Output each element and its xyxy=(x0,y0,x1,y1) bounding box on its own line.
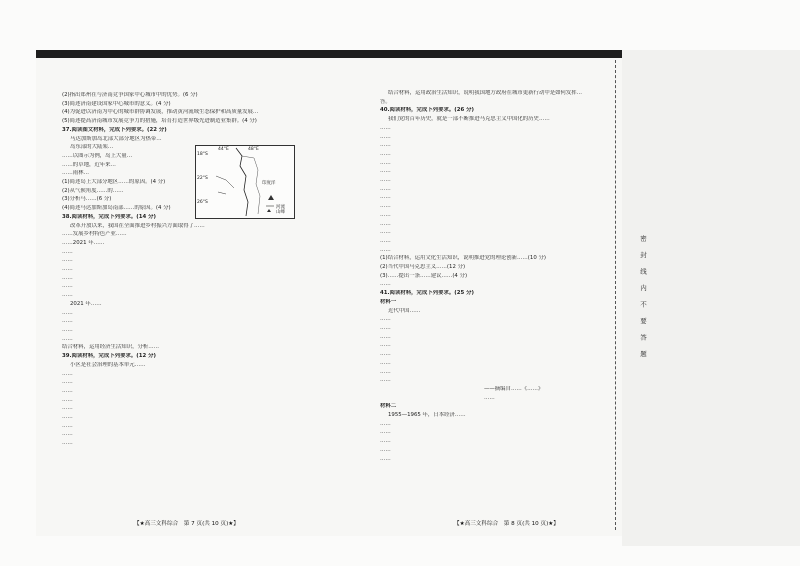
left-column-line: (1)简述岛上大部分地区……的原因。(4 分) xyxy=(62,179,166,186)
left-column-line: (4)为促进以济南为中心的城市群协调发展，推动黄河流域生态保护和高质量发展… xyxy=(62,109,259,116)
left-column-line: ……2021 年…… xyxy=(62,239,105,246)
left-column-line: …… xyxy=(62,326,73,333)
lat-label-mid: 22°S xyxy=(197,176,208,181)
right-column-line: …… xyxy=(380,168,391,175)
right-column-line: …… xyxy=(380,229,391,236)
lat-label-bottom: 26°S xyxy=(197,200,208,205)
right-column-line: 近代中国…… xyxy=(388,307,421,314)
left-column-line: …… xyxy=(62,405,73,412)
right-column-line: …… xyxy=(380,211,391,218)
left-column-line: …… xyxy=(62,414,73,421)
footer-page-7: 【★高三文科综合 第 7 页(共 10 页)★】 xyxy=(134,521,239,527)
binding-margin xyxy=(622,50,800,546)
right-column-line: (3)……提出一条……建议……(4 分) xyxy=(380,272,468,279)
river xyxy=(216,176,234,188)
left-column-line: …… xyxy=(62,283,73,290)
left-column-line: (2)从气候角度……的…… xyxy=(62,187,124,194)
right-column-line: …… xyxy=(380,133,391,140)
right-column-line: …… xyxy=(380,142,391,149)
legend-peak-icon xyxy=(267,209,271,212)
right-column-line: …… xyxy=(380,194,391,201)
left-column-line: …… xyxy=(62,379,73,386)
right-column-line: 41.阅读材料，完成下列要求。(25 分) xyxy=(380,290,474,297)
right-column-line: …… xyxy=(380,429,391,436)
left-column-line: (3)分析马……(6 分) xyxy=(62,196,112,203)
lat-label-top: 18°S xyxy=(197,152,208,157)
right-column-line: 结合材料，运用政治生活知识，说明我国地方政府在城市更新行动中是如何发挥… xyxy=(388,90,583,96)
right-column-line: …… xyxy=(380,203,391,210)
madagascar-map xyxy=(195,145,295,219)
sea-label: 印度洋 xyxy=(262,181,276,186)
right-column-line: (1)结合材料，运用文化生活知识，说明推进党的理论创新……(10 分) xyxy=(380,255,546,262)
seal-notice: 密封线内不要答题 xyxy=(639,235,647,367)
right-column-line: …… xyxy=(380,438,391,445)
right-column-line: …… xyxy=(380,124,391,131)
left-column-line: …… xyxy=(62,266,73,273)
left-column-line: ……的草地，近年来… xyxy=(62,161,116,168)
left-column-line: …… xyxy=(62,387,73,394)
right-column-line: …… xyxy=(380,281,391,288)
left-column-line: 马达加斯加岛北部大部分地区为热带… xyxy=(70,135,162,142)
left-column-line: 2021 年…… xyxy=(70,300,102,307)
left-column-line: …… xyxy=(62,335,73,342)
right-column-line: …… xyxy=(380,159,391,166)
left-column-line: (5)简述提高济南城市发展竞争力的措施，培育打造世界级先进制造业集群。(4 分) xyxy=(62,118,257,125)
left-column-line: …… xyxy=(62,292,73,299)
right-column-line: …… xyxy=(380,220,391,227)
left-column-line: 改革开放以来，我国在全面推进乡村振兴方面取得了…… xyxy=(70,222,205,229)
left-column-line: ……雨林… xyxy=(62,170,89,177)
left-column-line: 38.阅读材料，完成下列要求。(14 分) xyxy=(62,213,156,220)
right-column-line: …… xyxy=(380,377,391,384)
right-column-line: 答。 xyxy=(380,98,391,105)
legend-peak-label: 山峰 xyxy=(276,210,285,215)
right-column-line: …… xyxy=(380,177,391,184)
right-column-line: …… xyxy=(380,446,391,453)
left-column-line: 岛东部的大陆架… xyxy=(70,144,114,151)
legend-river-label: 河流 xyxy=(276,205,285,210)
right-column-line: 材料一 xyxy=(380,298,397,305)
right-column-line: 40.阅读材料，完成下列要求。(26 分) xyxy=(380,107,474,114)
right-column-line: …… xyxy=(380,333,391,340)
left-column-line: …… xyxy=(62,431,73,438)
left-column-line: …… xyxy=(62,257,73,264)
left-column-line: …… xyxy=(62,274,73,281)
right-column-line: …… xyxy=(380,237,391,244)
left-column-line: ……发展乡村特色产业…… xyxy=(62,231,127,238)
left-column-line: …… xyxy=(62,309,73,316)
right-column-line: …… xyxy=(380,351,391,358)
left-column-line: 37.阅读图文材料，完成下列要求。(22 分) xyxy=(62,126,167,133)
right-column-line: …… xyxy=(380,316,391,323)
left-column-line: (4)简述马达加斯加岛南部……的原因。(4 分) xyxy=(62,205,171,212)
left-column-line: …… xyxy=(62,422,73,429)
right-column-line: …… xyxy=(380,359,391,366)
right-column-line: …… xyxy=(380,455,391,462)
lon-label-right: 48°E xyxy=(248,147,259,152)
right-column-line: …… xyxy=(380,324,391,331)
right-column-line: 我们党的百年历史，就是一部不断推进马克思主义中国化的历史…… xyxy=(388,116,550,123)
footer-page-8: 【★高三文科综合 第 8 页(共 10 页)★】 xyxy=(454,521,559,527)
right-column-line: (2)当代中国马克思主义……(12 分) xyxy=(380,264,466,271)
right-text-column xyxy=(380,90,612,464)
left-column-line: …… xyxy=(62,396,73,403)
seal-line xyxy=(615,60,616,530)
right-column-line: …… xyxy=(380,342,391,349)
right-column-line: …… xyxy=(380,150,391,157)
peak-icon xyxy=(268,195,274,200)
right-column-line: …… xyxy=(380,368,391,375)
left-column-line: …… xyxy=(62,440,73,447)
right-column-line: 材料二 xyxy=(380,403,397,410)
left-column-line: 39.阅读材料，完成下列要求。(12 分) xyxy=(62,353,156,360)
left-column-line: (3)简述济南建设国家中心城市的意义。(4 分) xyxy=(62,100,171,107)
left-column-line: (2)指出郑州在与济南竞争国家中心城市中的优势。(6 分) xyxy=(62,92,198,98)
left-column-line: 结合材料，运用经济生活知识，分析…… xyxy=(62,344,160,351)
right-column-line: …… xyxy=(484,394,495,401)
left-column-line: …… xyxy=(62,318,73,325)
right-column-line: …… xyxy=(380,420,391,427)
right-column-line: ——摘编自……《……》 xyxy=(484,385,544,392)
lon-label-left: 44°E xyxy=(218,147,229,152)
right-column-line: …… xyxy=(380,185,391,192)
coastline xyxy=(236,148,248,216)
left-column-line: 小区是社会治理的基本单元…… xyxy=(70,361,146,368)
river-2 xyxy=(218,192,226,194)
left-column-line: …… xyxy=(62,370,73,377)
right-column-line: …… xyxy=(380,246,391,253)
left-column-line: ……以图示为例，岛上大量… xyxy=(62,152,133,159)
left-column-line: …… xyxy=(62,248,73,255)
right-column-line: 1955—1965 年，日本经济…… xyxy=(388,412,466,419)
